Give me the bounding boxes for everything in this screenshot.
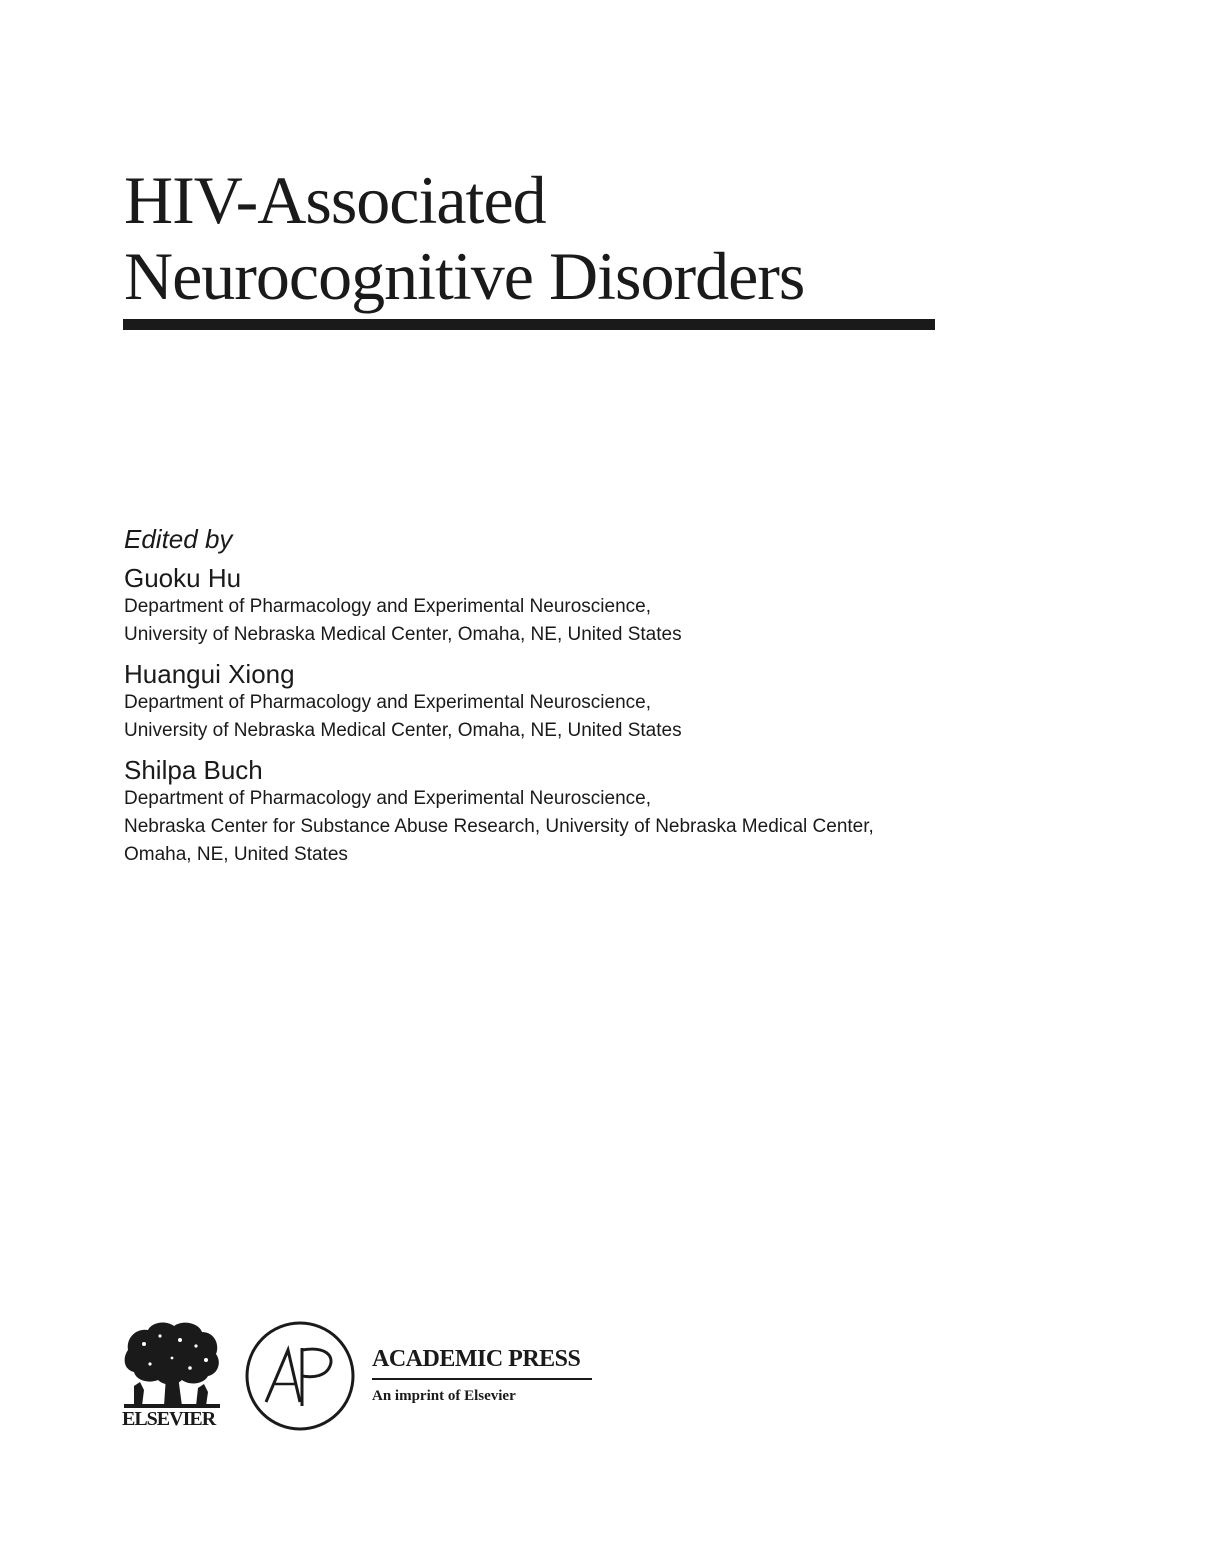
publisher-rule — [372, 1378, 592, 1380]
editor-affiliation-line: University of Nebraska Medical Center, Omaha, NE, United States — [124, 720, 682, 741]
edited-by-label: Edited by — [124, 524, 233, 554]
title-underline-rule — [123, 319, 935, 330]
elsevier-logo — [120, 1320, 224, 1432]
editor-affiliation-line: Omaha, NE, United States — [124, 844, 348, 865]
elsevier-wordmark: ELSEVIER — [122, 1408, 216, 1430]
editor-affiliation-line: Department of Pharmacology and Experimental Neuroscience, — [124, 596, 651, 617]
publisher-name: ACADEMIC PRESS — [372, 1346, 581, 1372]
editor-name: Shilpa Buch — [124, 755, 263, 785]
book-title-line-1: HIV-Associated — [124, 162, 546, 238]
book-title-line-2: Neurocognitive Disorders — [124, 238, 805, 314]
publisher-logos — [120, 1320, 620, 1440]
editor-name: Guoku Hu — [124, 563, 242, 593]
academic-press-text — [372, 1344, 612, 1406]
editor-affiliation-line: Nebraska Center for Substance Abuse Research, University of Nebraska Medical Center, — [124, 816, 874, 837]
editor-entry — [124, 563, 1024, 649]
elsevier-tree-icon — [120, 1320, 224, 1410]
editor-affiliation-line: Department of Pharmacology and Experimental Neuroscience, — [124, 692, 651, 713]
ap-monogram-icon — [244, 1320, 356, 1432]
editor-affiliation-line: Department of Pharmacology and Experimental Neuroscience, — [124, 788, 651, 809]
editor-name: Huangui Xiong — [124, 659, 295, 689]
editor-affiliation-line: University of Nebraska Medical Center, Omaha, NE, United States — [124, 624, 682, 645]
book-title — [124, 162, 804, 314]
academic-press-logo — [244, 1320, 356, 1432]
editor-entry — [124, 659, 1024, 745]
editor-entry — [124, 755, 1024, 869]
editors-section — [124, 519, 1024, 879]
publisher-imprint: An imprint of Elsevier — [372, 1388, 516, 1404]
